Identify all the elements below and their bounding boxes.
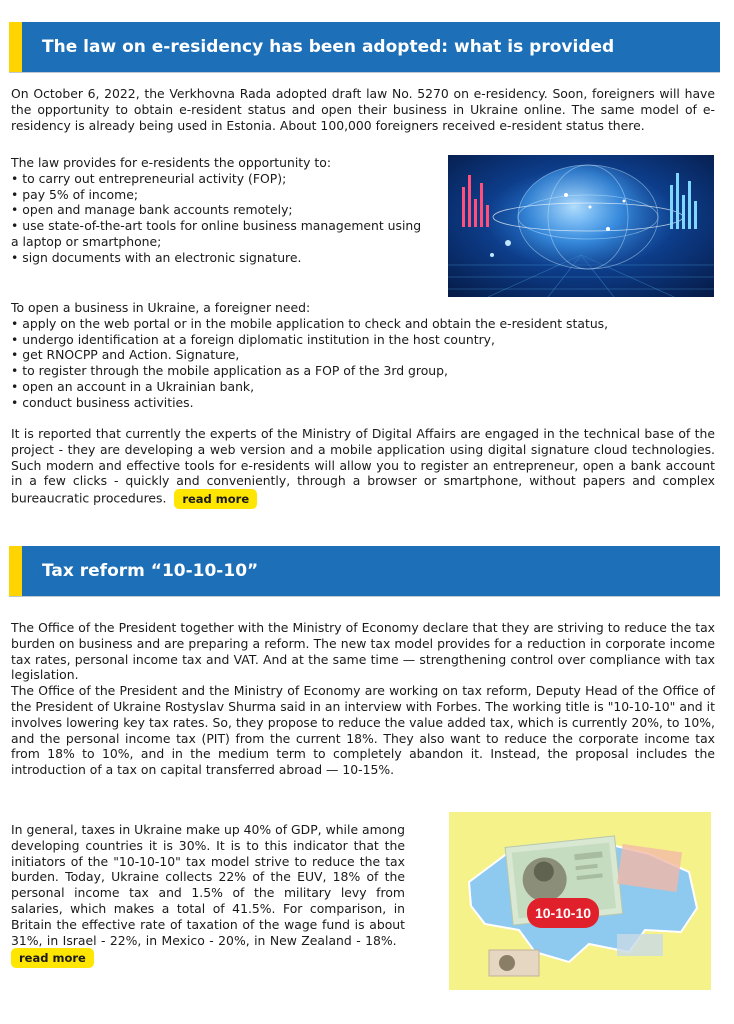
list-item: • sign documents with an electronic signature. [11, 249, 302, 265]
tax-reform-image [449, 812, 711, 990]
tax-paragraph-1: The Office of the President together with the Ministry of Economy declare that they are striving to reduce the tax burden on business and are preparing a reform. The new tax model provides for a reduction in corporate income tax rates, personal income tax and VAT. And at the same time — strengthening control over compliance with tax legislation. [11, 620, 715, 683]
list-item: • to carry out entrepreneurial activity (FOP); [11, 170, 287, 186]
list-item: • to register through the mobile application as a FOP of the 3rd group, [11, 363, 448, 379]
section2-gdp-text [11, 822, 405, 968]
list-item: • open and manage bank accounts remotely; [11, 202, 293, 218]
list-item: • use state-of-the-art tools for online business management using a laptop or smartphone; [11, 218, 422, 249]
section2-banner [9, 546, 720, 596]
needs-list [11, 300, 715, 411]
section1-divider [9, 72, 720, 73]
gdp-text: In general, taxes in Ukraine make up 40% of GDP, while among developing countries it is 30%. It is to this indicator that the initiators of the "10-10-10" tax model strive to reduce the tax burden. Today, Ukraine collects 22% of the EUV, 18% of the personal income tax and 1.5% of the military levy from salaries, which makes a total of 41.5%. For comparison, in Britain the effective rate of taxation of the wage fund is about 31%, in Israel - 22%, in Mexico - 20%, in New Zealand - 18%. [11, 822, 405, 948]
list-item: • open an account in a Ukrainian bank, [11, 378, 255, 394]
list-item: • conduct business activities. [11, 394, 194, 410]
section1-intro [11, 86, 715, 133]
list-item: • pay 5% of income; [11, 186, 139, 202]
badge-label: 10-10-10 [534, 905, 592, 921]
tax-paragraph-3 [11, 822, 405, 968]
read-more-button[interactable]: read more [11, 948, 94, 968]
tax-paragraph-2: The Office of the President and the Ministry of Economy are working on tax reform, Deputy Head of the Office of the President of Ukraine Rostyslav Shurma said in an interview with Forbes. The working title is "10-10-10" and it involves lowering key tax rates. So, they propose to reduce the value added tax, which is currently 20%, to 10%, and the personal income tax (PIT) from the current 18%. They also want to reduce the corporate income tax from 18% to 10%, and in the medium term to completely abandon it. Instead, the proposal includes the introduction of a tax on capital transferred abroad — 10-15%. [11, 683, 715, 778]
section2-divider [9, 596, 720, 597]
ukraine-map-money-illustration [449, 812, 711, 990]
provides-list [11, 155, 431, 266]
closing-paragraph [11, 426, 715, 509]
section1-closing [11, 426, 715, 509]
section2-body [11, 620, 715, 778]
section2-title: Tax reform “10-10-10” [42, 561, 259, 581]
needs-heading: To open a business in Ukraine, a foreigner need: [11, 300, 311, 315]
digital-globe-image [448, 155, 714, 297]
read-more-button[interactable]: read more [174, 489, 257, 509]
list-item: • get RNOCPP and Action. Signature, [11, 347, 240, 363]
digital-globe-illustration [448, 155, 714, 297]
section1-title: The law on e-residency has been adopted: what is provided [42, 37, 615, 57]
closing-text: It is reported that currently the experts of the Ministry of Digital Affairs are engaged in the technical base of the project - they are developing a web version and a mobile application using digital signature cloud technologies. Such modern and effective tools for e-residents will allow you to register an entrepreneur, open a bank account in a few clicks - quickly and conveniently, through a browser or smartphone, without papers and complex bureaucratic procedures. [11, 426, 715, 506]
list-item: • undergo identification at a foreign diplomatic institution in the host country, [11, 331, 495, 347]
intro-paragraph: On October 6, 2022, the Verkhovna Rada adopted draft law No. 5270 on e-residency. Soon, foreigners will have the opportunity to obtain e-resident status and open their business in Ukraine online. The same model of e-residency is already being used in Estonia. About 100,000 foreigners received e-resident status there. [11, 86, 715, 133]
section1-banner [9, 22, 720, 72]
provides-heading: The law provides for e-residents the opportunity to: [11, 155, 332, 170]
list-item: • apply on the web portal or in the mobile application to check and obtain the e-resident status, [11, 315, 609, 331]
